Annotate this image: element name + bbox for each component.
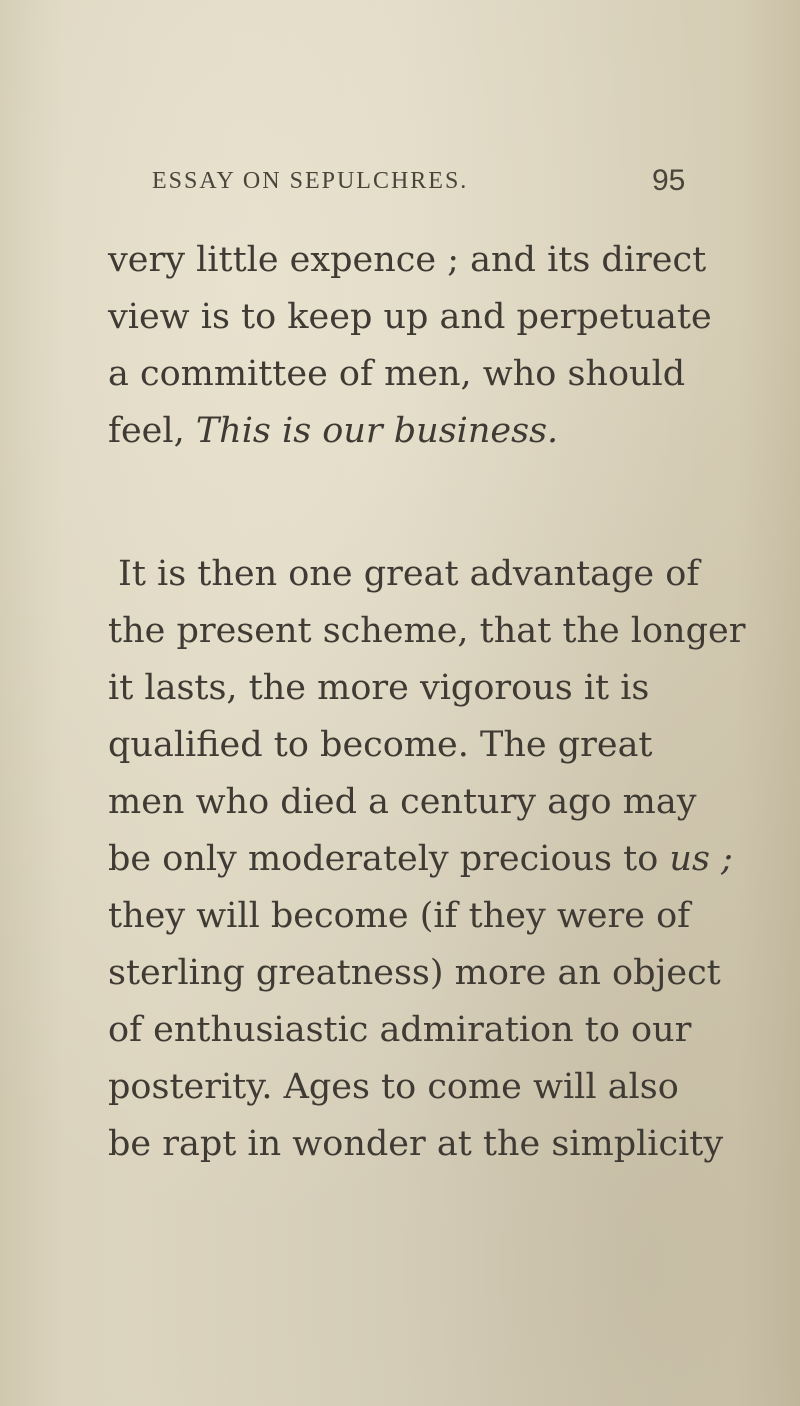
paragraph-1: [108, 232, 712, 460]
text-line: the present scheme, that the longer: [108, 611, 746, 651]
text-run: feel,: [108, 411, 196, 451]
running-head: [152, 160, 752, 210]
text-line: very little expence ; and its direct: [108, 240, 707, 280]
text-line: [108, 831, 733, 888]
text-line: they will become (if they were of: [108, 896, 691, 936]
text-line: qualified to become. The great: [108, 725, 653, 765]
text-line: men who died a century ago may: [108, 782, 697, 822]
italic-text-run: This is our business.: [195, 411, 559, 451]
text-line: of enthusiastic admiration to our: [108, 1010, 692, 1050]
text-line: It is then one great advantage of: [118, 554, 700, 594]
text-line: posterity. Ages to come will also: [108, 1067, 679, 1107]
paragraph-gap: [108, 460, 606, 546]
text-line: a committee of men, who should: [108, 354, 686, 394]
body-text: [108, 232, 746, 1173]
italic-text-run: us ;: [669, 839, 733, 879]
text-run: be only moderately precious to: [108, 839, 670, 879]
paragraph-2: [108, 546, 746, 1173]
text-line: be rapt in wonder at the simplicity: [108, 1124, 724, 1164]
text-line: sterling greatness) more an object: [108, 953, 721, 993]
running-title: ESSAY ON SEPULCHRES.: [152, 168, 469, 194]
page-number: 95: [652, 164, 686, 197]
text-line: [108, 403, 606, 460]
text-line: view is to keep up and perpetuate: [108, 297, 712, 337]
text-line: it lasts, the more vigorous it is: [108, 668, 650, 708]
